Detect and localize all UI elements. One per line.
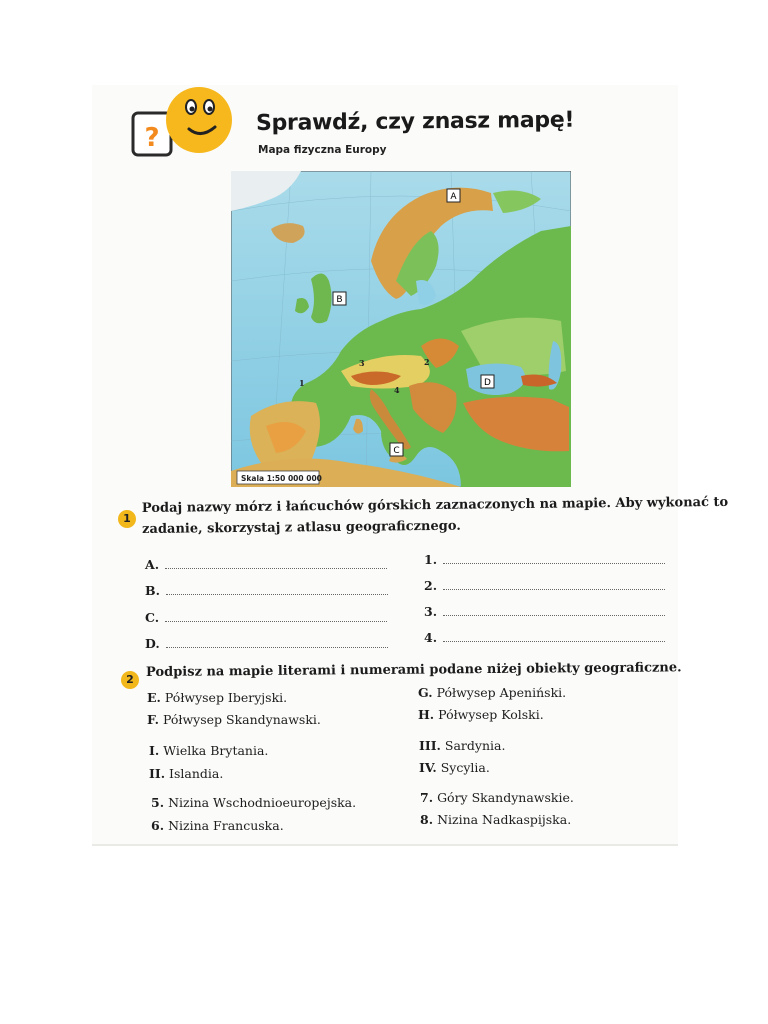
task-2-number: 2 — [121, 671, 139, 689]
map-marker-a-label: A — [450, 192, 457, 202]
answer-a-line[interactable] — [165, 567, 387, 569]
answer-1-label: 1. — [424, 552, 438, 567]
answer-c-label: C. — [145, 610, 160, 625]
map-marker-b — [333, 292, 346, 305]
task-2-item-iv: IV. Sycylia. — [419, 760, 490, 775]
answer-b-line[interactable] — [166, 593, 388, 595]
answer-d-label: D. — [145, 636, 160, 651]
smiley-face-icon — [161, 85, 235, 155]
task-1-text-line1: Podaj nazwy mórz i łańcuchów górskich zaznaczonych na mapie. Aby wykonać to — [141, 494, 729, 517]
task-1-instructions — [142, 492, 729, 540]
page-edge — [92, 844, 678, 846]
map-marker-a — [447, 189, 460, 202]
task-2-item-h: H. Półwysep Kolski. — [418, 707, 544, 722]
task-2-item-i: I. Wielka Brytania. — [149, 743, 269, 758]
answer-d-field[interactable] — [145, 636, 388, 651]
map-marker-4: 4 — [394, 385, 400, 395]
task-2-item-ii: II. Islandia. — [149, 766, 224, 781]
answer-b-field[interactable] — [145, 583, 388, 598]
task-2-item-f: F. Półwysep Skandynawski. — [147, 712, 321, 727]
task-2-instructions: Podpisz na mapie literami i numerami podane niżej obiekty geograficzne. — [145, 660, 682, 680]
task-2-item-8: 8. Nizina Nadkaspijska. — [420, 812, 572, 827]
answer-2-label: 2. — [424, 578, 438, 593]
answer-a-field[interactable] — [145, 557, 387, 572]
map-marker-d — [481, 375, 494, 388]
answer-3-line[interactable] — [443, 614, 665, 616]
answer-1-line[interactable] — [443, 562, 665, 564]
answer-2-field[interactable] — [424, 578, 665, 593]
answer-d-line[interactable] — [166, 646, 388, 648]
answer-a-label: A. — [145, 557, 160, 572]
map-marker-b-label: B — [336, 295, 343, 305]
answer-2-line[interactable] — [443, 588, 665, 590]
map-marker-d-label: D — [484, 378, 491, 388]
page-title: Sprawdź, czy znasz mapę! — [255, 107, 575, 136]
task-1-text-line2: zadanie, skorzystaj z atlasu geograficznego. — [142, 518, 461, 537]
task-2-item-5: 5. Nizina Wschodnioeuropejska. — [151, 795, 357, 810]
map-marker-3: 3 — [359, 358, 365, 368]
answer-4-line[interactable] — [443, 640, 665, 642]
europe-physical-map — [231, 171, 571, 487]
answer-b-label: B. — [145, 583, 160, 598]
map-marker-c — [390, 443, 403, 456]
answer-3-label: 3. — [424, 604, 438, 619]
answer-3-field[interactable] — [424, 604, 665, 619]
task-2-item-6: 6. Nizina Francuska. — [151, 818, 284, 833]
badge-symbol: ? — [144, 123, 160, 153]
map-scale: Skala 1:50 000 000 — [241, 474, 322, 483]
task-2-item-7: 7. Góry Skandynawskie. — [420, 790, 574, 805]
answer-1-field[interactable] — [424, 552, 665, 567]
answer-c-line[interactable] — [165, 620, 387, 622]
map-subtitle: Mapa fizyczna Europy — [258, 144, 387, 156]
answer-4-field[interactable] — [424, 630, 665, 645]
task-2-item-iii: III. Sardynia. — [419, 738, 506, 753]
map-marker-c-label: C — [393, 446, 400, 456]
map-marker-1: 1 — [299, 378, 305, 388]
answer-4-label: 4. — [424, 630, 438, 645]
task-1-number: 1 — [118, 510, 136, 528]
map-marker-2: 2 — [424, 357, 430, 367]
task-2-item-g: G. Półwysep Apeniński. — [418, 685, 567, 700]
task-2-item-e: E. Półwysep Iberyjski. — [147, 690, 288, 705]
answer-c-field[interactable] — [145, 610, 387, 625]
